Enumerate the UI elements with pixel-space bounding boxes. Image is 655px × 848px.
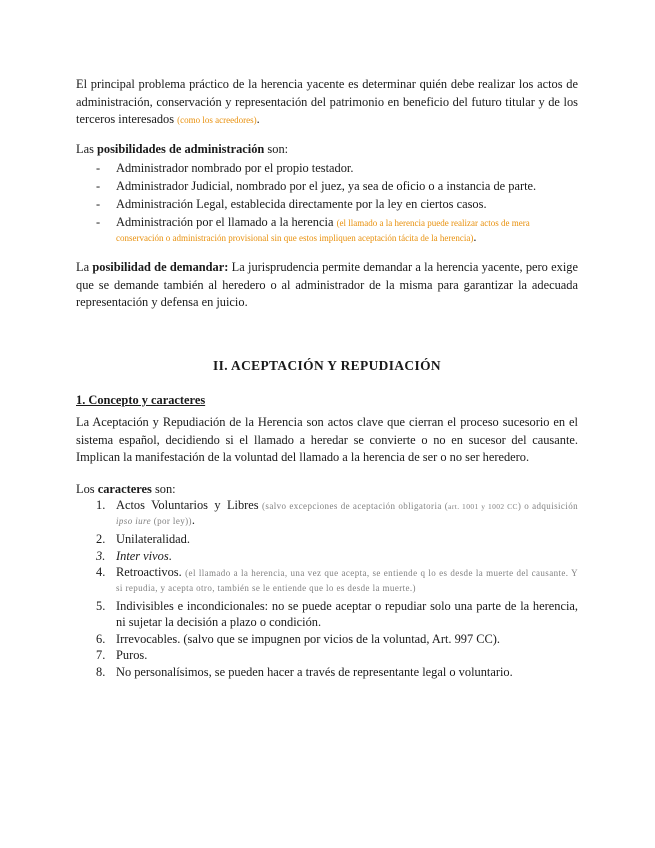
list-item: - Administrador Judicial, nombrado por el juez, ya sea de oficio o a instancia de parte. [96, 178, 537, 193]
list-item: - Administrador nombrado por el propio testador. [96, 161, 354, 176]
voluntary-note: (salvo excepciones de aceptación obligatoria (art. 1001 y 1002 CC) o adquisición ipso iure (por ley)) [116, 501, 579, 527]
admin-list [76, 160, 578, 245]
list-item: 4. Retroactivos. (el llamado a la herencia, una vez que acepta, se entiende q lo es desde la muerte del causante. Y si repudia, y acepta otro, también se le entiende que lo es desde la muerte.) [96, 564, 578, 593]
list-item: 8. No personalísimos, se pueden hacer a través de representante legal o voluntario. [96, 664, 513, 679]
demand-paragraph: La posibilidad de demandar: La jurisprudencia permite demandar a la herencia yacente, pero exige que se demande también al heredero o al administrador de la misma para garantizar la adecuada representación y defensa en juicio. [76, 260, 578, 310]
concept-paragraph: La Aceptación y Repudiación de la Herencia son actos clave que cierran el proceso sucesorio en el sistema español, decidiendo si el llamado a heredar se convierte o no en sucesor del causante. Implican la manifestación de la voluntad del llamado a la herencia de ser o no ser heredero. [76, 414, 578, 465]
document-page [76, 76, 578, 680]
caracteres-lead: Los caracteres son: [76, 481, 176, 496]
intro-paragraph: El principal problema práctico de la herencia yacente es determinar quién debe realizar los actos de administración, conservación y representación del patrimonio en beneficio del futuro titular y de los terceros interesados (como los acreedores). [76, 77, 578, 127]
list-item: 5. Indivisibles e incondicionales: no se puede aceptar o repudiar solo una parte de la herencia, ni sujetar la decisión a plazo o condición. [96, 598, 578, 630]
list-item: - Administración Legal, establecida directamente por la ley en ciertos casos. [96, 196, 487, 211]
admin-note: (el llamado a la herencia puede realizar actos de mera conservación o administración provisional sin que estos impliquen aceptación tácita de la herencia) [116, 218, 530, 244]
list-item: 7. Puros. [96, 648, 148, 663]
list-item: 3. Inter vivos. [96, 548, 172, 563]
list-item: 2. Unilateralidad. [96, 532, 190, 547]
caracteres-list [76, 498, 578, 680]
list-item: 6. Irrevocables. (salvo que se impugnen por vicios de la voluntad, Art. 997 CC). [96, 631, 501, 646]
admin-lead: Las posibilidades de administración son: [76, 141, 289, 156]
intro-note: (como los acreedores) [177, 115, 257, 126]
section-title: II. ACEPTACIÓN Y REPUDIACIÓN [213, 357, 441, 373]
retroactive-note: (el llamado a la herencia, una vez que acepta, se entiende q lo es desde la muerte del causante. Y si repudia, y acepta otro, también se le entiende que lo es desde la muerte.) [116, 567, 578, 593]
subsection-title: 1. Concepto y caracteres [76, 392, 206, 407]
list-item: 1. Actos Voluntarios y Libres (salvo excepciones de aceptación obligatoria (art. 1001 y 1002 CC) o adquisición ipso iure (por ley)). [96, 498, 579, 528]
list-item: - Administración por el llamado a la herencia (el llamado a la herencia puede realizar actos de mera conservación o administración provisional sin que estos impliquen aceptación tácita de la herencia). [96, 215, 530, 245]
